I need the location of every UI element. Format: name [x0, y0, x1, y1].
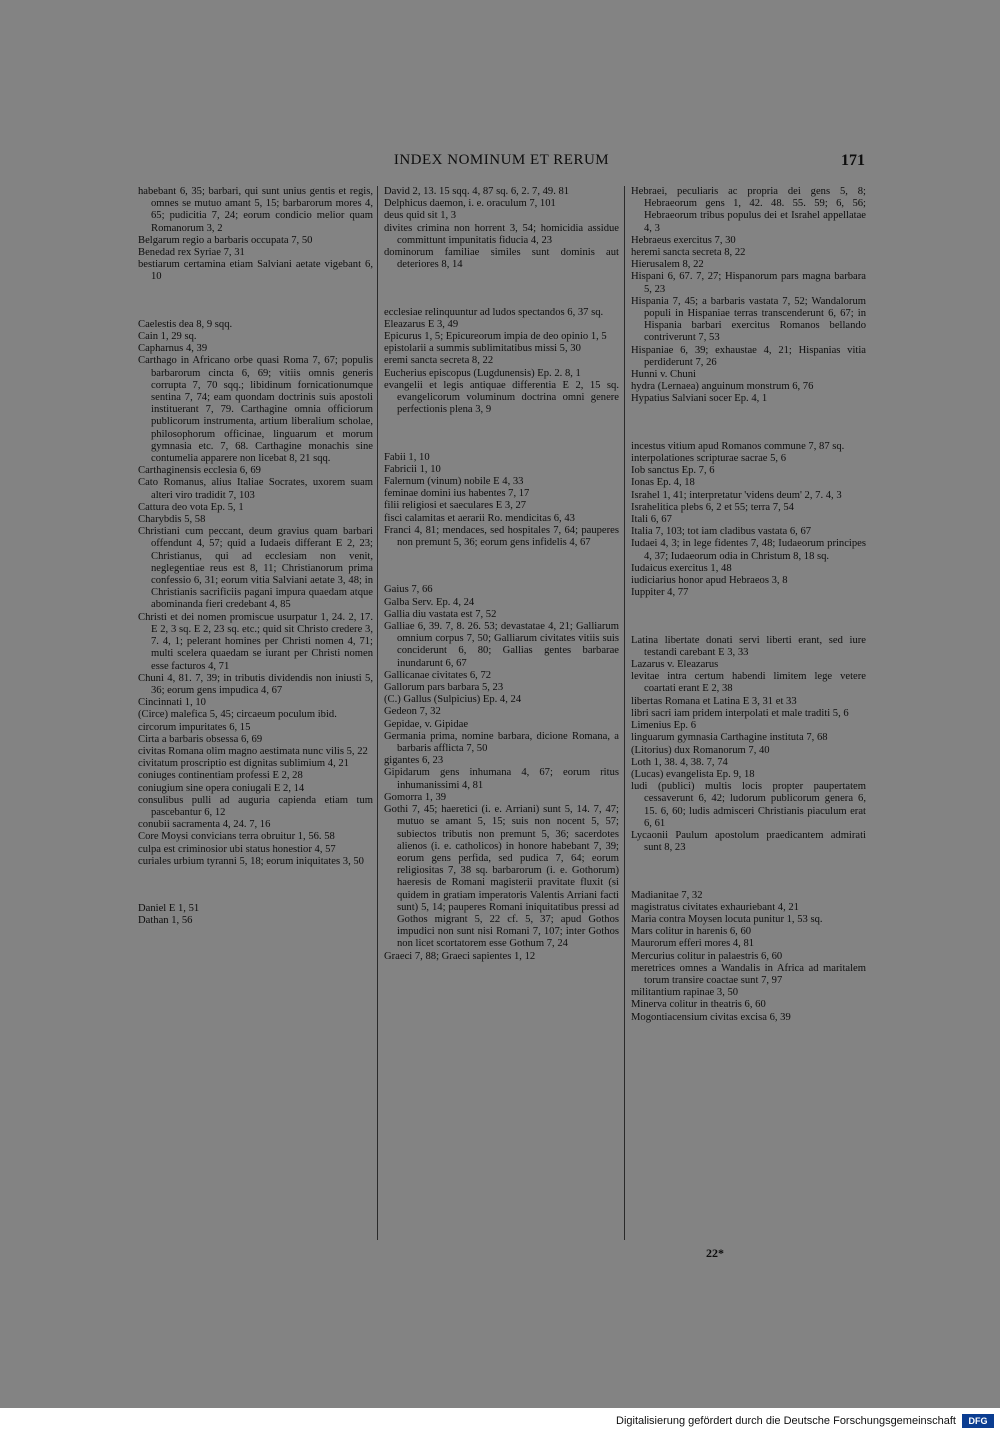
- index-entry: dominorum familiae similes sunt dominis aut deteriores 8, 14: [384, 247, 619, 271]
- index-entry: linguarum gymnasia Carthagine instituta 7, 68: [631, 732, 828, 744]
- index-entry: Iuppiter 4, 77: [631, 587, 689, 599]
- index-entry: Carthaginensis ecclesia 6, 69: [138, 465, 261, 477]
- index-entry: Italia 7, 103; tot iam cladibus vastata 6, 67: [631, 526, 812, 538]
- index-entry: Eucherius episcopus (Lugdunensis) Ep. 2. 8, 1: [384, 367, 581, 379]
- index-entry: conubii sacramenta 4, 24. 7, 16: [138, 819, 271, 831]
- section-gap: [384, 282, 619, 296]
- index-entry: Gallicanae civitates 6, 72: [384, 669, 492, 681]
- index-entry: Epicurus 1, 5; Epicureorum impia de deo opinio 1, 5: [384, 331, 607, 343]
- index-entry: Dathan 1, 56: [138, 915, 193, 927]
- index-entry: filii religiosi et saeculares E 3, 27: [384, 500, 527, 512]
- index-entry: Hunni v. Chuni: [631, 369, 696, 381]
- funding-notice: Digitalisierung gefördert durch die Deutsche Forschungsgemeinschaft: [616, 1415, 956, 1427]
- index-entry: Daniel E 1, 51: [138, 903, 200, 915]
- index-entry: Mars colitur in harenis 6, 60: [631, 926, 752, 938]
- section-gap: [631, 610, 866, 624]
- index-entry: Gipidarum gens inhumana 4, 67; eorum ritus inhumanissimi 4, 81: [384, 767, 619, 791]
- index-entry: habebant 6, 35; barbari, qui sunt unius gentis et regis, omnes se mutuo amant 5, 15; barbarorum mores 4, 65; pudicitia 7, 24; eorum condicio melior quam Romanorum 3, 2: [138, 186, 373, 234]
- index-entry: Galliae 6, 39. 7, 8. 26. 53; devastatae 4, 21; Galliarum omnium corpus 7, 50; Galliarum civitates vitiis suis conciderunt 6, 80; Gallias gentes barbarae inundarunt 6, 67: [384, 621, 619, 669]
- index-entry: Germania prima, nomine barbara, dicione Romana, a barbaris afflicta 7, 50: [384, 730, 619, 755]
- index-column-2: [384, 186, 619, 963]
- index-entry: Cain 1, 29 sq.: [138, 331, 197, 343]
- index-entry: Limenius Ep. 6: [631, 720, 697, 732]
- index-entry: eremi sancta secreta 8, 22: [384, 355, 494, 367]
- footer-bar: [0, 1408, 1000, 1434]
- index-entry: Cato Romanus, alius Italiae Socrates, uxorem suam alteri viro tradidit 7, 103: [138, 477, 373, 501]
- index-entry: civitas Romana olim magno aestimata nunc vilis 5, 22: [138, 745, 368, 757]
- index-entry: Cirta a barbaris obsessa 6, 69: [138, 733, 263, 745]
- index-entry: Cattura deo vota Ep. 5, 1: [138, 501, 244, 513]
- index-entry: Gallorum pars barbara 5, 23: [384, 682, 504, 694]
- index-entry: fisci calamitas et aerarii Ro. mendicitas 6, 43: [384, 512, 575, 524]
- index-entry: Benedad rex Syriae 7, 31: [138, 247, 245, 259]
- index-entry: ecclesiae relinquuntur ad ludos spectandos 6, 37 sq.: [384, 306, 604, 318]
- index-entry: Maria contra Moysen locuta punitur 1, 53 sq.: [631, 913, 823, 925]
- index-entry: Mercurius colitur in palaestris 6, 60: [631, 950, 783, 962]
- index-entry: evangelii et legis antiquae differentia E 2, 15 sq. evangelicorum voluminum doctrina omni genere perfectionis plena 3, 9: [384, 379, 619, 416]
- index-entry: Israhel 1, 41; interpretatur 'videns deum' 2, 7. 4, 3: [631, 489, 842, 501]
- index-column-1: [138, 186, 373, 928]
- index-entry: Franci 4, 81; mendaces, sed hospitales 7, 64; pauperes non premunt 5, 36; eorum gens infidelis 4, 67: [384, 524, 619, 549]
- index-entry: feminae domini ius habentes 7, 17: [384, 488, 530, 500]
- index-entry: Loth 1, 38. 4, 38. 7, 74: [631, 756, 728, 768]
- index-entry: Caelestis dea 8, 9 sqq.: [138, 318, 233, 330]
- index-entry: Lazarus v. Eleazarus: [631, 659, 719, 671]
- page-title: INDEX NOMINUM ET RERUM: [393, 152, 610, 168]
- index-column-3: [631, 186, 866, 1024]
- index-entry: (Circe) malefica 5, 45; circaeum poculum ibid.: [138, 709, 337, 721]
- index-entry: civitatum proscriptio est dignitas sublimium 4, 21: [138, 758, 349, 770]
- index-entry: Hebraeus exercitus 7, 30: [631, 234, 736, 246]
- index-entry: Cincinnati 1, 10: [138, 697, 206, 709]
- index-entry: Gothi 7, 45; haeretici (i. e. Arriani) sunt 5, 14. 7, 47; mutuo se amant 5, 15; suis non nocent 5, 57; subiectos tributis non premunt 5, 36; sacerdotes alienos (i. e. catholicos) in honore habebant 7, 39; eorum gens perfida, sed pudica 7, 64; eorum religiositas 7, 38 sq. barbarorum (i. e. Gothorum) haeresis de Romani magisterii pravitate fluxit (si quidem in gratiam imperatoris Valentis Arriani facti sunt) 5, 14; pauperes Romani iniquitatibus pressi ad Gothos migrant 5, 22 cf. 5, 37; apud Gothos impudici non sunt nisi Romani 7, 107; inter Gothos non licet scortatorem esse Gothum 7, 24: [384, 804, 619, 950]
- index-entry: Belgarum regio a barbaris occupata 7, 50: [138, 234, 313, 246]
- index-entry: hydra (Lernaea) anguinum monstrum 6, 76: [631, 381, 814, 393]
- running-header: [138, 152, 865, 174]
- index-entry: Hierusalem 8, 22: [631, 259, 704, 271]
- index-entry: gigantes 6, 23: [384, 755, 444, 767]
- index-entry: Falernum (vinum) nobile E 4, 33: [384, 476, 524, 488]
- index-entry: (Lucas) evangelista Ep. 9, 18: [631, 768, 755, 780]
- index-entry: libri sacri iam pridem interpolati et male traditi 5, 6: [631, 707, 849, 719]
- index-entry: Galba Serv. Ep. 4, 24: [384, 596, 475, 608]
- index-entry: (C.) Gallus (Sulpicius) Ep. 4, 24: [384, 694, 522, 706]
- section-gap: [631, 416, 866, 430]
- index-entry: Ionas Ep. 4, 18: [631, 477, 695, 489]
- index-entry: Eleazarus E 3, 49: [384, 318, 459, 330]
- index-entry: Fabricii 1, 10: [384, 463, 441, 475]
- index-entry: coniugium sine opera coniugali E 2, 14: [138, 782, 305, 794]
- index-entry: meretrices omnes a Wandalis in Africa ad maritalem torum transire coactae sunt 7, 97: [631, 962, 866, 986]
- index-entry: epistolarii a summis sublimitatibus missi 5, 30: [384, 343, 581, 355]
- index-entry: deus quid sit 1, 3: [384, 210, 457, 222]
- index-entry: Hypatius Salviani socer Ep. 4, 1: [631, 393, 768, 405]
- index-entry: Lycaonii Paulum apostolum praedicantem admirati sunt 8, 23: [631, 829, 866, 854]
- index-entry: ludi (publici) multis locis propter paupertatem cessaverunt 6, 42; ludorum publicorum genera 6, 15. 6, 60; ludis admisceri Christianis piaculum erat 6, 61: [631, 781, 866, 829]
- column-divider: [624, 186, 625, 1240]
- index-entry: Core Moysi convicians terra obruitur 1, 56. 58: [138, 831, 335, 843]
- dfg-logo: DFG: [962, 1414, 994, 1428]
- index-entry: Gaius 7, 66: [384, 584, 433, 596]
- index-entry: Christiani cum peccant, deum gravius quam barbari offendunt 4, 57; quid a Iudaeis differant E 2, 23; Christianus, qui ad ecclesiam non venit, neglegentiae reus est 8, 11; Christianorum prima confessio 6, 31; eorum vitia Salviani aetate 3, 48; in Christianis sacrificiis pagani impura quaedam atque abominanda fieri credebant 4, 85: [138, 526, 373, 611]
- section-gap: [138, 879, 373, 893]
- index-entry: Iob sanctus Ep. 7, 6: [631, 465, 715, 477]
- index-entry: heremi sancta secreta 8, 22: [631, 247, 746, 259]
- index-entry: curiales urbium tyranni 5, 18; eorum iniquitates 3, 50: [138, 855, 364, 867]
- index-entry: divites crimina non horrent 3, 54; homicidia assidue committunt impunitatis fiducia 4, 23: [384, 222, 619, 246]
- index-entry: bestiarum certamina etiam Salviani aetate vigebant 6, 10: [138, 259, 373, 283]
- index-entry: incestus vitium apud Romanos commune 7, 87 sq.: [631, 440, 845, 452]
- index-entry: Gallia diu vastata est 7, 52: [384, 608, 497, 620]
- index-entry: Latina libertate donati servi liberti erant, sed iure testandi carebant E 3, 33: [631, 634, 866, 658]
- index-entry: Delphicus daemon, i. e. oraculum 7, 101: [384, 198, 556, 210]
- index-entry: Madianitae 7, 32: [631, 889, 703, 901]
- index-entry: Itali 6, 67: [631, 514, 672, 526]
- index-entry: Gomorra 1, 39: [384, 791, 447, 803]
- index-entry: Hispaniae 6, 39; exhaustae 4, 21; Hispanias vitia perdiderunt 7, 26: [631, 344, 866, 368]
- sheet-signature: 22*: [706, 1246, 724, 1260]
- index-entry: Fabii 1, 10: [384, 451, 430, 463]
- section-gap: [384, 560, 619, 574]
- index-entry: Gepidae, v. Gipidae: [384, 718, 469, 730]
- section-gap: [384, 427, 619, 441]
- index-entry: militantium rapinae 3, 50: [631, 987, 739, 999]
- index-entry: Hispani 6, 67. 7, 27; Hispanorum pars magna barbara 5, 23: [631, 271, 866, 295]
- index-entry: magistratus civitates exhauriebant 4, 21: [631, 901, 799, 913]
- index-entry: Capharnus 4, 39: [138, 343, 208, 355]
- index-entry: libertas Romana et Latina E 3, 31 et 33: [631, 695, 797, 707]
- index-entry: Charybdis 5, 58: [138, 514, 206, 526]
- index-entry: Graeci 7, 88; Graeci sapientes 1, 12: [384, 950, 536, 962]
- index-entry: Israhelitica plebs 6, 2 et 55; terra 7, 54: [631, 501, 794, 513]
- column-divider: [377, 186, 378, 1240]
- index-entry: Chuni 4, 81. 7, 39; in tributis dividendis non iniusti 5, 36; eorum gens impudica 4, 67: [138, 672, 373, 696]
- index-entry: Maurorum efferi mores 4, 81: [631, 938, 755, 950]
- section-gap: [631, 865, 866, 879]
- index-entry: Gedeon 7, 32: [384, 706, 441, 718]
- index-entry: consulibus pulli ad auguria capienda etiam tum pascebantur 6, 12: [138, 794, 373, 818]
- index-entry: Hispania 7, 45; a barbaris vastata 7, 52; Wandalorum populi in Hispaniae terras transcenderunt 6, 67; in Hispania barbari exercitus Romanos bellando contriverunt 7, 53: [631, 295, 866, 344]
- index-entry: Iudaei 4, 3; in lege fidentes 7, 48; Iudaeorum principes 4, 37; Iudaeorum odia in Christum 8, 18 sq.: [631, 538, 866, 562]
- index-entry: Mogontiacensium civitas excisa 6, 39: [631, 1011, 791, 1023]
- index-entry: Minerva colitur in theatris 6, 60: [631, 999, 766, 1011]
- index-entry: David 2, 13. 15 sqq. 4, 87 sq. 6, 2. 7, 49. 81: [384, 186, 570, 197]
- index-entry: (Litorius) dux Romanorum 7, 40: [631, 744, 770, 756]
- index-entry: Hebraei, peculiaris ac propria dei gens 5, 8; Hebraeorum gens 1, 42. 48. 55. 59; 6, 56; Hebraeorum tribus populus dei et Israhel appellatae 4, 3: [631, 186, 866, 234]
- page-number: 171: [841, 152, 865, 169]
- section-gap: [138, 294, 373, 308]
- index-entry: levitae intra certum habendi limitem lege vetere coartati erant E 2, 38: [631, 671, 866, 695]
- index-entry: Iudaicus exercitus 1, 48: [631, 562, 732, 574]
- index-entry: iudiciarius honor apud Hebraeos 3, 8: [631, 575, 788, 587]
- index-entry: circorum impuritates 6, 15: [138, 721, 251, 733]
- index-entry: interpolationes scripturae sacrae 5, 6: [631, 453, 787, 465]
- index-entry: Carthago in Africano orbe quasi Roma 7, 67; populis barbarorum cincta 6, 69; vitiis omnis generis corrupta 7, 70 sqq.; libidinum fornicationumque sentina 7, 74; eam quondam doctrinis suis apostoli instituerant 7, 79. Carthagine omnia officiorum publicorum instrumenta, artium liberalium scholae, philosophorum officinae, linguarum et morum gymnasia etc. 7, 68. Carthagine monachis sine contumelia apparere non licebat 8, 21 sqq.: [138, 355, 373, 465]
- index-entry: coniuges continentiam professi E 2, 28: [138, 770, 303, 782]
- index-entry: Christi et dei nomen promiscue usurpatur 1, 24. 2, 17. E 2, 3 sq. E 2, 23 sq. etc.; quid sit Christo credere 3, 7. 4, 1; pelerant homines per Christi nomen 4, 71; multi scelera quaedam se iurant per Christi nomen esse facturos 4, 71: [138, 611, 373, 672]
- index-entry: culpa est criminosior ubi status honestior 4, 57: [138, 843, 336, 855]
